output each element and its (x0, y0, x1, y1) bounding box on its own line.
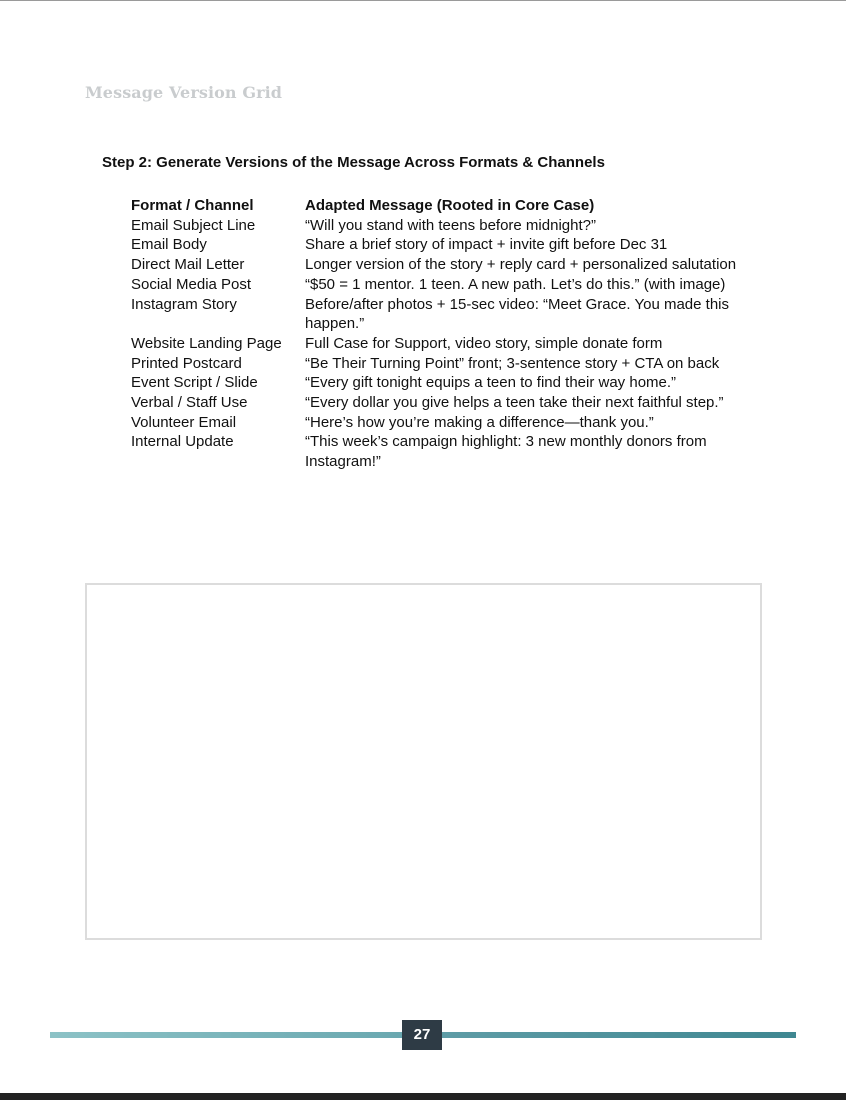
format-cell: Event Script / Slide (131, 374, 258, 392)
message-cell: “Every dollar you give helps a teen take their next faithful step.” (305, 394, 724, 412)
format-cell: Printed Postcard (131, 354, 242, 372)
message-cell: Before/after photos + 15-sec video: “Meet Grace. You made this happen.” (305, 295, 729, 333)
message-cell: “Be Their Turning Point” front; 3-sentence story + CTA on back (305, 354, 720, 372)
format-cell: Email Body (131, 236, 207, 254)
message-cell: Full Case for Support, video story, simple donate form (305, 334, 663, 352)
step-title: Step 2: Generate Versions of the Message Across Formats & Channels (102, 154, 605, 171)
table-row (131, 275, 751, 295)
message-version-grid (131, 196, 751, 472)
table-row (131, 255, 751, 275)
format-cell: Internal Update (131, 433, 234, 451)
page-number-badge: 27 (402, 1020, 442, 1050)
header-format-channel: Format / Channel (131, 197, 254, 214)
notes-box (85, 583, 762, 940)
table-row (131, 413, 751, 433)
footer-bar-right (442, 1032, 796, 1038)
footer-bar-left (50, 1032, 402, 1038)
message-cell: Share a brief story of impact + invite gift before Dec 31 (305, 236, 668, 254)
table-row (131, 373, 751, 393)
format-cell: Verbal / Staff Use (131, 394, 248, 412)
table-row (131, 393, 751, 413)
table-row (131, 216, 751, 236)
format-cell: Instagram Story (131, 295, 237, 313)
table-row (131, 334, 751, 354)
header-adapted-message: Adapted Message (Rooted in Core Case) (305, 197, 595, 214)
table-row (131, 235, 751, 255)
message-cell: “Every gift tonight equips a teen to find their way home.” (305, 374, 677, 392)
message-cell: “Will you stand with teens before midnight?” (305, 216, 596, 234)
running-head: Message Version Grid (85, 83, 283, 102)
format-cell: Volunteer Email (131, 413, 237, 431)
format-cell: Social Media Post (131, 275, 252, 293)
message-cell: “Here’s how you’re making a difference—thank you.” (305, 413, 654, 431)
message-cell: “This week’s campaign highlight: 3 new monthly donors from Instagram!” (305, 433, 707, 471)
format-cell: Website Landing Page (131, 334, 282, 352)
table-row (131, 295, 751, 334)
top-border-rule (0, 0, 846, 1)
table-row (131, 354, 751, 374)
table-row (131, 432, 751, 471)
format-cell: Direct Mail Letter (131, 256, 245, 274)
bottom-edge-band (0, 1093, 846, 1100)
format-cell: Email Subject Line (131, 216, 256, 234)
grid-header-row (131, 196, 751, 216)
message-cell: “$50 = 1 mentor. 1 teen. A new path. Let’s do this.” (with image) (305, 275, 726, 293)
message-cell: Longer version of the story + reply card + personalized salutation (305, 256, 737, 274)
